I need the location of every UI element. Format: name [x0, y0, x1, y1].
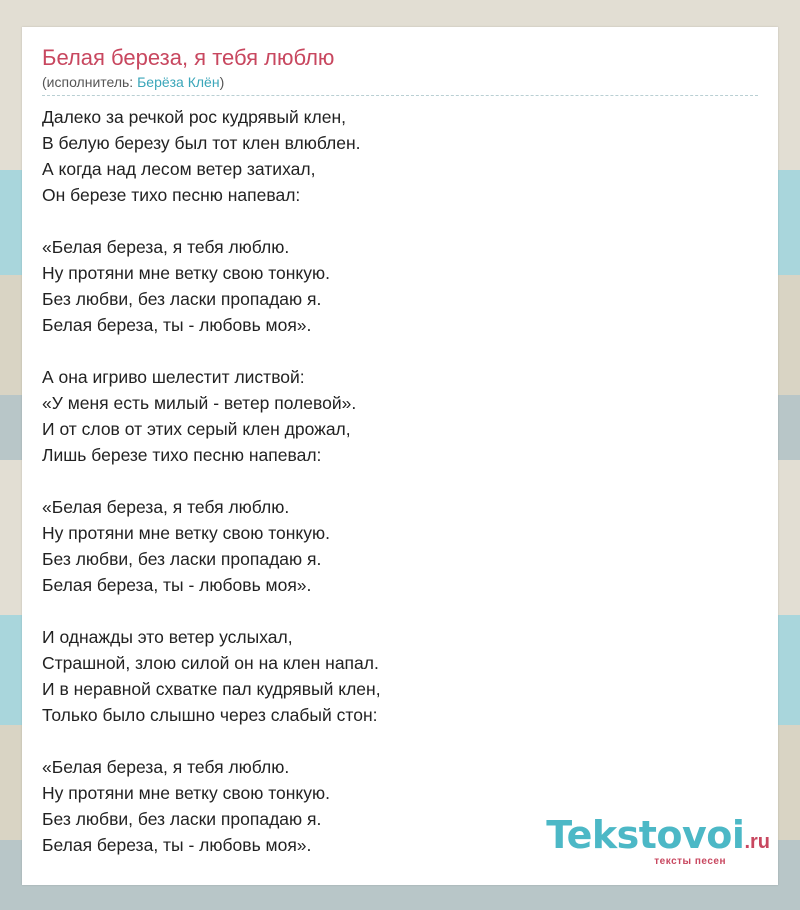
artist-prefix: (исполнитель:: [42, 74, 138, 90]
logo-name: Tekstovoi: [546, 813, 745, 857]
lyric-line: Белая береза, ты - любовь моя».: [42, 315, 312, 335]
lyric-line: Ну протяни мне ветку свою тонкую.: [42, 263, 330, 283]
stanza: [42, 364, 758, 468]
artist-line: [42, 74, 224, 90]
lyric-line: И в неравной схватке пал кудрявый клен,: [42, 679, 381, 699]
lyric-line: Белая береза, ты - любовь моя».: [42, 575, 312, 595]
artist-link[interactable]: Берёза Клён: [137, 74, 220, 90]
stanza: [42, 624, 758, 728]
lyric-line: А когда над лесом ветер затихал,: [42, 159, 316, 179]
stanza: [42, 104, 758, 208]
lyric-line: Лишь березе тихо песню напевал:: [42, 445, 322, 465]
artist-suffix: ): [219, 74, 225, 90]
lyric-line: Без любви, без ласки пропадаю я.: [42, 549, 322, 569]
divider: [42, 95, 758, 96]
logo-tagline: тексты песен: [654, 856, 726, 867]
lyric-line: Ну протяни мне ветку свою тонкую.: [42, 523, 330, 543]
logo-tld: .ru: [744, 831, 770, 853]
lyric-line: И однажды это ветер услыхал,: [42, 627, 293, 647]
lyric-line: Он березе тихо песню напевал:: [42, 185, 301, 205]
lyric-line: «Белая береза, я тебя люблю.: [42, 757, 290, 777]
lyric-line: Без любви, без ласки пропадаю я.: [42, 289, 322, 309]
lyric-line: В белую березу был тот клен влюблен.: [42, 133, 361, 153]
lyrics-body: [42, 104, 758, 884]
lyric-line: И от слов от этих серый клен дрожал,: [42, 419, 351, 439]
stanza: [42, 234, 758, 338]
lyrics-card: [22, 27, 778, 885]
lyric-line: Только было слышно через слабый стон:: [42, 705, 378, 725]
site-logo[interactable]: [546, 813, 770, 867]
lyric-line: Ну протяни мне ветку свою тонкую.: [42, 783, 330, 803]
lyric-line: «У меня есть милый - ветер полевой».: [42, 393, 357, 413]
lyric-line: «Белая береза, я тебя люблю.: [42, 497, 290, 517]
lyric-line: Далеко за речкой рос кудрявый клен,: [42, 107, 346, 127]
lyric-line: Без любви, без ласки пропадаю я.: [42, 809, 322, 829]
lyric-line: Белая береза, ты - любовь моя».: [42, 835, 312, 855]
lyric-line: Страшной, злою силой он на клен напал.: [42, 653, 379, 673]
lyric-line: «Белая береза, я тебя люблю.: [42, 237, 290, 257]
lyric-line: А она игриво шелестит листвой:: [42, 367, 305, 387]
song-title: Белая береза, я тебя люблю: [42, 45, 335, 70]
stanza: [42, 494, 758, 598]
